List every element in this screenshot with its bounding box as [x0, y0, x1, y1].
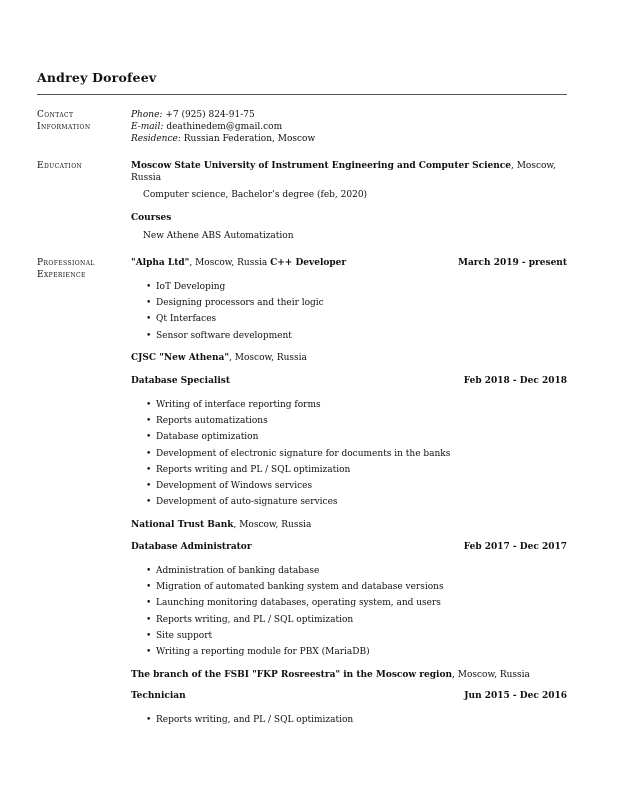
list-item: • Qt Interfaces	[146, 311, 324, 327]
email-label: E-mail:	[131, 122, 164, 132]
contact-section-label	[37, 109, 91, 133]
company-line	[131, 519, 567, 531]
list-item: • Launching monitoring databases, operating system, and users	[146, 595, 444, 611]
job-dates: March 2019 - present	[458, 258, 567, 268]
job-duties-list	[146, 712, 353, 728]
job-header	[131, 375, 567, 387]
list-item: • Designing processors and their logic	[146, 295, 324, 311]
job-duties-list	[146, 397, 450, 510]
email-line	[131, 121, 315, 133]
phone-label: Phone:	[131, 110, 163, 120]
education-section-label: Education	[37, 161, 83, 171]
label-line: Experience	[37, 270, 86, 280]
job-title: C++ Developer	[270, 258, 347, 268]
job-header	[131, 541, 567, 553]
residence-line	[131, 133, 315, 145]
list-item: • Site support	[146, 628, 444, 644]
email-value: deathinedem@gmail.com	[166, 122, 283, 132]
list-item: • Migration of automated banking system and database versions	[146, 579, 444, 595]
job-duties-list	[146, 563, 444, 660]
list-item: • Reports writing and PL / SQL optimization	[146, 462, 450, 478]
job-dates: Jun 2015 - Dec 2016	[464, 691, 567, 701]
list-item: • IoT Developing	[146, 279, 324, 295]
list-item: • Sensor software development	[146, 328, 324, 344]
education-institution	[131, 160, 567, 184]
job-duties-list	[146, 279, 324, 344]
company-location: , Moscow, Russia	[452, 670, 530, 680]
list-item: • Development of Windows services	[146, 478, 450, 494]
job-header	[131, 690, 567, 702]
company-location: , Moscow, Russia	[229, 353, 307, 363]
phone-line	[131, 109, 315, 121]
phone-value: +7 (925) 824-91-75	[165, 110, 255, 120]
job-title: Database Administrator	[131, 542, 252, 552]
experience-section-label	[37, 257, 95, 281]
company-name: CJSC "New Athena"	[131, 353, 230, 363]
list-item: • Database optimization	[146, 429, 450, 445]
job-dates: Feb 2018 - Dec 2018	[463, 376, 567, 386]
contact-info	[131, 109, 315, 145]
resume-name: Andrey Dorofeev	[37, 70, 157, 85]
list-item: • Reports automatizations	[146, 413, 450, 429]
institution-location: , Moscow,	[510, 161, 556, 171]
job-dates: Feb 2017 - Dec 2017	[463, 542, 567, 552]
residence-value: Russian Federation, Moscow	[183, 134, 316, 144]
residence-label: Residence:	[131, 134, 181, 144]
list-item: • Administration of banking database	[146, 563, 444, 579]
company-name: "Alpha Ltd"	[131, 258, 190, 268]
label-line: Professional	[37, 258, 95, 268]
company-location: , Moscow, Russia	[189, 258, 271, 268]
list-item: • Writing a reporting module for PBX (MariaDB)	[146, 644, 444, 660]
institution-country: Russia	[131, 173, 162, 183]
company-line	[131, 669, 567, 681]
list-item: • Development of electronic signature for documents in the banks	[146, 446, 450, 462]
company-name: The branch of the FSBI "FKP Rosreestra" in the Moscow region	[131, 670, 453, 680]
company-location: , Moscow, Russia	[233, 520, 312, 530]
header-divider	[37, 94, 567, 95]
list-item: • Reports writing, and PL / SQL optimization	[146, 712, 353, 728]
list-item: • Writing of interface reporting forms	[146, 397, 450, 413]
job-header	[131, 257, 567, 269]
label-line: Information	[37, 122, 91, 132]
label-line: Contact	[37, 110, 74, 120]
list-item: • Development of auto-signature services	[146, 494, 450, 510]
course-item: New Athene ABS Automatization	[143, 231, 294, 241]
institution-name: Moscow State University of Instrument Engineering and Computer Science	[131, 161, 511, 171]
degree-text: Computer science, Bachelor’s degree (feb, 2020)	[143, 190, 368, 200]
job-title: Technician	[131, 691, 186, 701]
company-line	[131, 352, 567, 364]
company-name: National Trust Bank	[131, 520, 234, 530]
courses-heading: Courses	[131, 213, 172, 223]
list-item: • Reports writing, and PL / SQL optimization	[146, 612, 444, 628]
job-title: Database Specialist	[131, 376, 230, 386]
